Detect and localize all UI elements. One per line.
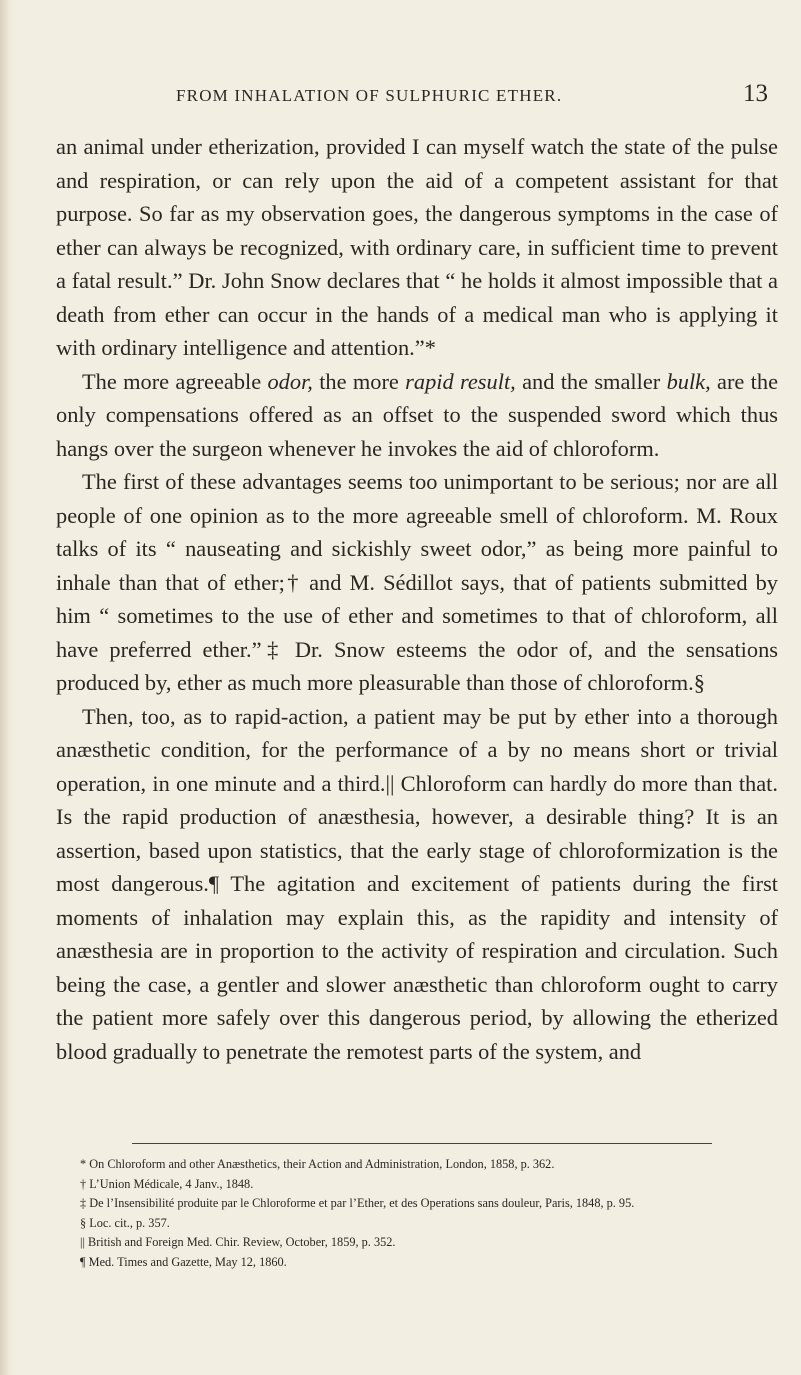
page-edge-shadow bbox=[0, 0, 14, 1375]
paragraph-4: Then, too, as to rapid-action, a patient may be put by ether into a thorough anæsthetic condition, for the performance of a by no means short or trivial operation, in one minute and a third.|| Chloroform can hardly do more than that. Is the rapid production of anæsthesia, however, a desirable thing? It is an assertion, based upon statistics, that the early stage of chloroformization is the most dangerous.¶ The agitation and excitement of patients during the first moments of inhalation may explain this, as the rapidity and intensity of anæsthesia are in proportion to the activity of respiration and circulation. Such being the case, a gentler and slower anæsthetic than chloroform ought to carry the patient more safely over this dangerous period, by allowing the etherized blood gradually to penetrate the remotest parts of the system, and bbox=[56, 703, 778, 1064]
running-head: FROM INHALATION OF SULPHURIC ETHER. bbox=[176, 86, 563, 105]
footnote-2: † L’Union Médicale, 4 Janv., 1848. bbox=[80, 1176, 254, 1191]
page-number: 13 bbox=[743, 80, 768, 107]
paragraph-2-text-a: The more agreeable bbox=[82, 368, 268, 394]
footnote-6: ¶ Med. Times and Gazette, May 12, 1860. bbox=[80, 1254, 287, 1269]
footnote-1: * On Chloroform and other Anæsthetics, their Action and Administration, London, 1858, p. 362. bbox=[80, 1157, 555, 1171]
paragraph-2-italic-odor: odor, bbox=[267, 368, 313, 394]
footnote-4: § Loc. cit., p. 357. bbox=[80, 1215, 170, 1230]
body-text bbox=[56, 130, 778, 1068]
paragraph-1-text: an animal under etherization, provided I can myself watch the state of the pulse and respiration, or can rely upon the aid of a competent assistant for that purpose. So far as my observation goes, the dangerous symptoms in the case of ether can always be recognized, with ordinary care, in sufficient time to prevent a fatal result.” Dr. John Snow declares that “ he holds it almost impossible that a death from ether can occur in the hands of a medical man who is applying it with ordinary intelligence and attention.”* bbox=[56, 134, 778, 360]
paragraph-2 bbox=[56, 365, 778, 466]
footnote-5: || British and Foreign Med. Chir. Review, October, 1859, p. 352. bbox=[80, 1235, 396, 1249]
paragraph-1 bbox=[56, 130, 778, 365]
paragraph-2-italic-bulk: bulk, bbox=[666, 368, 711, 394]
paragraph-2-italic-rapid-result: rapid result, bbox=[405, 368, 516, 394]
footnote-rule bbox=[132, 1143, 712, 1144]
paragraph-2-text-c: and the smaller bbox=[515, 368, 667, 394]
paragraph-2-text-b: the more bbox=[312, 368, 406, 394]
paragraph-3: The first of these advantages seems too unimportant to be serious; nor are all people of one opinion as to the more agreeable smell of chloroform. M. Roux talks of its “ nauseating and sickishly sweet odor,” as being more painful to inhale than that of ether;† and M. Sédillot says, that of patients submitted by him “ sometimes to the use of ether and sometimes to that of chloroform, all have preferred ether.”‡ Dr. Snow esteems the odor of, and the sensations produced by, ether as much more pleasurable than those of chloroform.§ bbox=[56, 469, 778, 695]
paragraph-2-text-d: are the only compensations offered as an offset to the suspended sword which thus hangs over the surgeon whenever he invokes the aid of chloroform. bbox=[56, 368, 779, 461]
footnotes bbox=[56, 1155, 778, 1272]
page-header bbox=[56, 80, 776, 116]
footnote-3: ‡ De l’Insensibilité produite par le Chloroforme et par l’Ether, et des Operations sans douleur, Paris, 1848, p. 95. bbox=[80, 1196, 635, 1210]
